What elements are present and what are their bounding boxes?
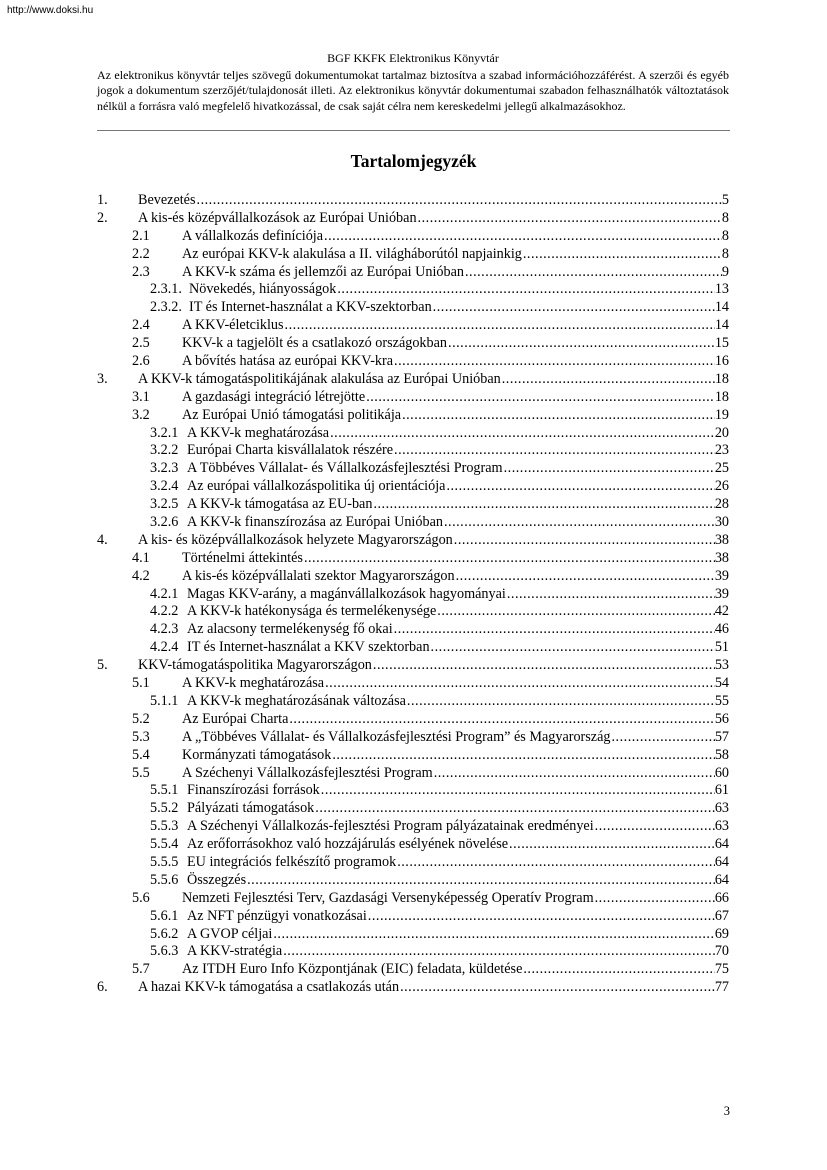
toc-leader-dots: [323, 228, 722, 245]
toc-entry[interactable]: [97, 765, 729, 783]
toc-page: 42: [714, 603, 729, 620]
toc-leader-dots: [594, 818, 715, 835]
toc-number: 3.2.6: [150, 514, 179, 531]
toc-entry[interactable]: [97, 550, 729, 568]
toc-title: Összegzés: [187, 871, 247, 888]
toc-title: A KKV-k meghatározásának változása: [187, 692, 406, 709]
toc-entry[interactable]: [97, 854, 729, 872]
table-of-contents: [97, 192, 729, 997]
toc-entry[interactable]: [97, 407, 729, 425]
library-header: [97, 51, 729, 114]
toc-number: 5.: [97, 657, 108, 674]
toc-title: KKV-támogatáspolitika Magyarországon: [138, 657, 372, 674]
toc-entry[interactable]: [97, 908, 729, 926]
toc-page: 63: [714, 800, 729, 817]
toc-number: 2.3.2.: [150, 299, 182, 316]
toc-number: 5.5.4: [150, 836, 179, 853]
toc-page: 61: [714, 782, 729, 799]
toc-number: 3.2: [132, 406, 150, 423]
toc-entry[interactable]: [97, 675, 729, 693]
toc-page: 55: [714, 692, 729, 709]
toc-page: 8: [721, 209, 729, 226]
toc-leader-dots: [284, 317, 715, 334]
toc-entry[interactable]: [97, 639, 729, 657]
toc-number: 5.5.1: [150, 782, 179, 799]
header-divider: [97, 130, 730, 131]
toc-leader-dots: [393, 621, 715, 638]
toc-page: 57: [714, 728, 729, 745]
toc-page: 77: [714, 979, 729, 996]
toc-title: A vállalkozás definíciója: [182, 227, 324, 244]
toc-number: 4.1: [132, 549, 150, 566]
toc-entry[interactable]: [97, 603, 729, 621]
toc-title: KKV-k a tagjelölt és a csatlakozó országokban: [182, 335, 448, 352]
library-name: BGF KKFK Elektronikus Könyvtár: [327, 51, 499, 65]
toc-leader-dots: [503, 460, 715, 477]
toc-number: 5.6.1: [150, 907, 179, 924]
toc-entry[interactable]: [97, 228, 729, 246]
toc-title: A KKV-k finanszírozása az Európai Unióban: [187, 514, 443, 531]
toc-leader-dots: [320, 782, 715, 799]
toc-page: 25: [714, 460, 729, 477]
toc-entry[interactable]: [97, 532, 729, 550]
toc-number: 5.5.3: [150, 818, 179, 835]
toc-leader-dots: [611, 729, 715, 746]
toc-title: Az alacsony termelékenység fő okai: [187, 621, 393, 638]
toc-title: A KKV-stratégia: [187, 943, 283, 960]
toc-entry[interactable]: [97, 926, 729, 944]
toc-number: 5.6: [132, 889, 150, 906]
toc-entry[interactable]: [97, 693, 729, 711]
toc-leader-dots: [432, 299, 715, 316]
toc-number: 2.2: [132, 245, 150, 262]
toc-leader-dots: [430, 639, 715, 656]
toc-leader-dots: [453, 532, 715, 549]
toc-title: A kis-és középvállalkozások az Európai Unióban: [138, 209, 417, 226]
toc-title: Magas KKV-arány, a magánvállalkozások hagyományai: [187, 585, 506, 602]
toc-page: 5: [721, 192, 729, 208]
toc-number: 5.5: [132, 764, 150, 781]
toc-leader-dots: [399, 979, 715, 996]
toc-number: 5.4: [132, 746, 150, 763]
toc-title: A hazai KKV-k támogatása a csatlakozás után: [138, 979, 400, 996]
toc-entry[interactable]: [97, 657, 729, 675]
toc-page: 14: [714, 299, 729, 316]
toc-page: 67: [714, 907, 729, 924]
toc-title: Az Európai Charta: [182, 710, 289, 727]
toc-number: 2.4: [132, 317, 150, 334]
toc-entry[interactable]: [97, 872, 729, 890]
page-number: 3: [723, 1104, 730, 1118]
toc-entry[interactable]: [97, 246, 729, 264]
toc-leader-dots: [372, 496, 714, 513]
toc-leader-dots: [401, 407, 715, 424]
toc-leader-dots: [367, 908, 715, 925]
toc-title: Nemzeti Fejlesztési Terv, Gazdasági Versenyképesség Operatív Program: [182, 889, 594, 906]
toc-leader-dots: [246, 872, 715, 889]
toc-entry[interactable]: [97, 782, 729, 800]
toc-entry[interactable]: [97, 442, 729, 460]
toc-number: 5.6.2: [150, 925, 179, 942]
toc-leader-dots: [393, 442, 715, 459]
toc-page: 13: [714, 281, 729, 298]
toc-number: 3.2.3: [150, 460, 179, 477]
toc-number: 5.2: [132, 710, 150, 727]
toc-page: 20: [714, 424, 729, 441]
toc-number: 2.5: [132, 335, 150, 352]
toc-page: 64: [714, 853, 729, 870]
toc-page: 16: [714, 353, 729, 370]
toc-page: 30: [714, 514, 729, 531]
toc-number: 4.2.4: [150, 639, 179, 656]
toc-number: 3.: [97, 370, 108, 387]
toc-page: 58: [714, 746, 729, 763]
toc-entry[interactable]: [97, 729, 729, 747]
toc-leader-dots: [522, 961, 714, 978]
toc-page: 63: [714, 818, 729, 835]
toc-page: 53: [714, 657, 729, 674]
toc-page: 14: [714, 317, 729, 334]
toc-leader-dots: [331, 747, 714, 764]
page-title: Tartalomjegyzék: [350, 151, 477, 171]
toc-leader-dots: [314, 800, 715, 817]
toc-page: 70: [714, 943, 729, 960]
toc-number: 5.1.1: [150, 692, 179, 709]
toc-title: IT és Internet-használat a KKV-szektorban: [189, 299, 432, 316]
toc-title: Az Európai Unió támogatási politikája: [182, 406, 402, 423]
toc-number: 3.2.4: [150, 478, 179, 495]
toc-title: A bővítés hatása az európai KKV-kra: [182, 353, 394, 370]
toc-entry[interactable]: [97, 335, 729, 353]
toc-number: 4.2: [132, 567, 150, 584]
toc-entry[interactable]: [97, 192, 729, 210]
toc-leader-dots: [508, 836, 715, 853]
toc-entry[interactable]: [97, 317, 729, 335]
toc-entry[interactable]: [97, 478, 729, 496]
toc-title: Kormányzati támogatások: [182, 746, 332, 763]
toc-number: 5.5.5: [150, 853, 179, 870]
toc-leader-dots: [443, 514, 715, 531]
toc-entry[interactable]: [97, 711, 729, 729]
toc-title: Bevezetés: [138, 192, 196, 208]
toc-number: 5.1: [132, 675, 150, 692]
toc-leader-dots: [455, 568, 715, 585]
toc-entry[interactable]: [97, 425, 729, 443]
toc-page: 56: [714, 710, 729, 727]
toc-page: 26: [714, 478, 729, 495]
toc-entry[interactable]: [97, 496, 729, 514]
toc-page: 28: [714, 496, 729, 513]
toc-entry[interactable]: [97, 514, 729, 532]
source-url[interactable]: http://www.doksi.hu: [7, 5, 94, 16]
toc-entry[interactable]: [97, 460, 729, 478]
toc-title: A KKV-k meghatározása: [182, 675, 325, 692]
toc-number: 4.2.1: [150, 585, 179, 602]
toc-leader-dots: [282, 943, 715, 960]
toc-title: Finanszírozási források: [187, 782, 320, 799]
toc-number: 2.6: [132, 353, 150, 370]
toc-leader-dots: [329, 425, 715, 442]
toc-leader-dots: [464, 264, 722, 281]
toc-title: A GVOP céljai: [187, 925, 273, 942]
toc-number: 5.5.6: [150, 871, 179, 888]
toc-entry[interactable]: [97, 818, 729, 836]
toc-page: 66: [714, 889, 729, 906]
toc-leader-dots: [365, 389, 715, 406]
toc-page: 64: [714, 836, 729, 853]
toc-entry[interactable]: [97, 747, 729, 765]
toc-entry[interactable]: [97, 979, 729, 997]
toc-entry[interactable]: [97, 890, 729, 908]
toc-entry[interactable]: [97, 389, 729, 407]
toc-page: 69: [714, 925, 729, 942]
toc-page: 18: [714, 370, 729, 387]
toc-entry[interactable]: [97, 800, 729, 818]
toc-page: 54: [714, 675, 729, 692]
toc-title: A Többéves Vállalat- és Vállalkozásfejlesztési Program: [187, 460, 503, 477]
copyright-notice: Az elektronikus könyvtár teljes szövegű dokumentumokat tartalmaz biztosítva a szabad információhozzáférést. A szerzői és egyéb jogok a dokumentum szerzőjét/tulajdonosát illeti. Az elektronikus könyvtár dokumentumai szabadon felhasználhatók változtatások nélkül a forrásra való megfelelő hivatkozással, de csak saját célra nem kereskedelmi jellegű alkalmazásokhoz.: [97, 67, 729, 113]
toc-entry[interactable]: [97, 371, 729, 389]
toc-title: A kis-és középvállalati szektor Magyarországon: [182, 567, 455, 584]
toc-number: 6.: [97, 979, 108, 996]
toc-page: 46: [714, 621, 729, 638]
toc-title: Európai Charta kisvállalatok részére: [187, 442, 394, 459]
toc-page: 38: [714, 549, 729, 566]
toc-number: 5.3: [132, 728, 150, 745]
toc-number: 5.7: [132, 961, 150, 978]
toc-number: 3.2.1: [150, 424, 179, 441]
toc-page: 60: [714, 764, 729, 781]
toc-entry[interactable]: [97, 621, 729, 639]
toc-page: 23: [714, 442, 729, 459]
toc-number: 2.1: [132, 227, 150, 244]
toc-number: 2.: [97, 209, 108, 226]
toc-page: 39: [714, 567, 729, 584]
toc-page: 9: [721, 263, 729, 280]
toc-number: 4.2.3: [150, 621, 179, 638]
toc-title: Az ITDH Euro Info Központjának (EIC) feladata, küldetése: [182, 961, 523, 978]
toc-leader-dots: [336, 281, 714, 298]
toc-number: 2.3: [132, 263, 150, 280]
toc-number: 3.1: [132, 388, 150, 405]
toc-page: 15: [714, 335, 729, 352]
toc-page: 51: [714, 639, 729, 656]
toc-leader-dots: [436, 603, 715, 620]
toc-entry[interactable]: [97, 836, 729, 854]
toc-leader-dots: [396, 854, 715, 871]
toc-title: A KKV-k támogatáspolitikájának alakulása az Európai Unióban: [138, 370, 501, 387]
toc-page: 38: [714, 531, 729, 548]
toc-page: 8: [721, 245, 729, 262]
toc-title: Az európai KKV-k alakulása a II. világháborútól napjainkig: [182, 245, 522, 262]
toc-leader-dots: [393, 353, 715, 370]
toc-entry[interactable]: [97, 943, 729, 961]
toc-title: A Széchenyi Vállalkozás-fejlesztési Program pályázatainak eredményei: [187, 818, 594, 835]
toc-leader-dots: [594, 890, 715, 907]
toc-title: Az európai vállalkozáspolitika új orientációja: [187, 478, 446, 495]
toc-number: 3.2.2: [150, 442, 179, 459]
toc-title: Történelmi áttekintés: [182, 549, 303, 566]
toc-leader-dots: [288, 711, 714, 728]
toc-entry[interactable]: [97, 299, 729, 317]
toc-title: EU integrációs felkészítő programok: [187, 853, 397, 870]
toc-title: Növekedés, hiányosságok: [189, 281, 337, 298]
toc-leader-dots: [506, 586, 715, 603]
toc-title: Az NFT pénzügyi vonatkozásai: [187, 907, 367, 924]
toc-number: 3.2.5: [150, 496, 179, 513]
toc-entry[interactable]: [97, 586, 729, 604]
toc-number: 5.5.2: [150, 800, 179, 817]
toc-entry[interactable]: [97, 353, 729, 371]
toc-number: 5.6.3: [150, 943, 179, 960]
toc-number: 4.2.2: [150, 603, 179, 620]
toc-title: A gazdasági integráció létrejötte: [182, 388, 366, 405]
toc-entry[interactable]: [97, 568, 729, 586]
toc-page: 75: [714, 961, 729, 978]
toc-leader-dots: [406, 693, 715, 710]
toc-leader-dots: [522, 246, 722, 263]
toc-page: 8: [721, 227, 729, 244]
toc-leader-dots: [303, 550, 715, 567]
toc-page: 39: [714, 585, 729, 602]
toc-page: 64: [714, 871, 729, 888]
toc-title: Az erőforrásokhoz való hozzájárulás esélyének növelése: [187, 836, 509, 853]
toc-leader-dots: [417, 210, 722, 227]
toc-title: A KKV-életciklus: [182, 317, 284, 334]
toc-leader-dots: [372, 657, 715, 674]
toc-entry[interactable]: [97, 264, 729, 282]
toc-title: A „Többéves Vállalat- és Vállalkozásfejlesztési Program” és Magyarország: [182, 728, 611, 745]
toc-entry[interactable]: [97, 281, 729, 299]
toc-leader-dots: [501, 371, 715, 388]
toc-title: A KKV-k száma és jellemzői az Európai Unióban: [182, 263, 464, 280]
toc-title: A KKV-k meghatározása: [187, 424, 330, 441]
toc-number: 2.3.1.: [150, 281, 182, 298]
toc-title: A Széchenyi Vállalkozásfejlesztési Program: [182, 764, 433, 781]
toc-title: IT és Internet-használat a KKV szektorban: [187, 639, 430, 656]
toc-leader-dots: [447, 335, 715, 352]
toc-leader-dots: [445, 478, 714, 495]
toc-entry[interactable]: [97, 210, 729, 228]
toc-entry[interactable]: [97, 961, 729, 979]
toc-title: A kis- és középvállalkozások helyzete Magyarországon: [138, 531, 453, 548]
toc-title: A KKV-k támogatása az EU-ban: [187, 496, 373, 513]
toc-title: Pályázati támogatások: [187, 800, 315, 817]
toc-leader-dots: [272, 926, 714, 943]
toc-page: 18: [714, 388, 729, 405]
toc-number: 1.: [97, 192, 108, 208]
toc-leader-dots: [433, 765, 715, 782]
toc-page: 19: [714, 406, 729, 423]
toc-number: 4.: [97, 531, 108, 548]
toc-title: A KKV-k hatékonysága és termelékenysége: [187, 603, 437, 620]
toc-leader-dots: [324, 675, 715, 692]
toc-leader-dots: [196, 192, 722, 209]
